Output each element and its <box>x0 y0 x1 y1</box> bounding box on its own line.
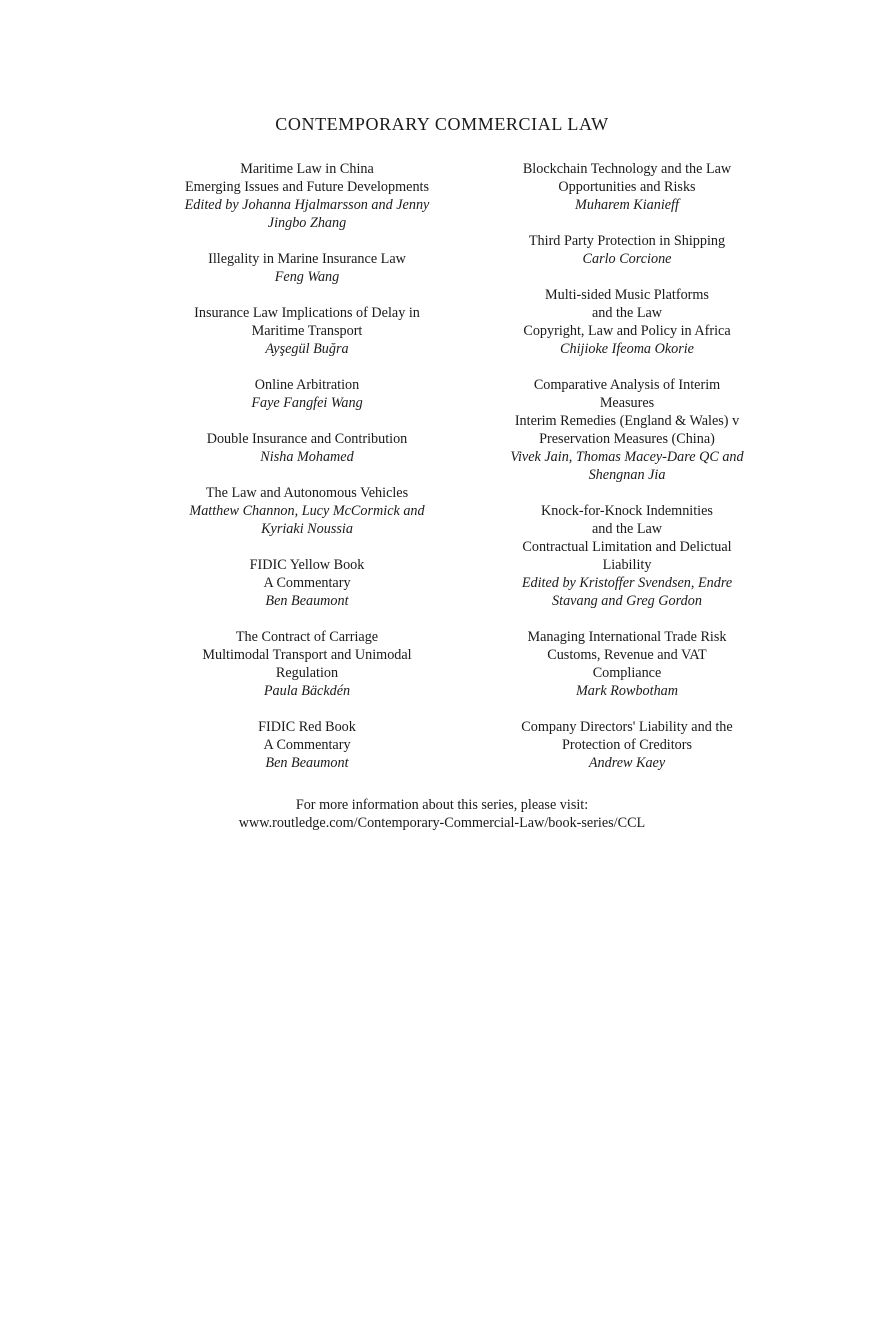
book-subtitle: Multimodal Transport and Unimodal <box>202 647 412 663</box>
book-title: Maritime Law in China <box>240 161 374 177</box>
book-subtitle: and the Law <box>591 305 663 321</box>
book-author: Ayşegül Buğra <box>265 341 349 357</box>
book-subtitle: A Commentary <box>263 575 351 591</box>
book-subtitle: Measures <box>599 395 655 411</box>
book-entry <box>477 286 777 358</box>
book-title: Multi-sided Music Platforms <box>545 287 709 303</box>
book-subtitle: Liability <box>602 557 652 573</box>
book-title: Double Insurance and Contribution <box>206 431 408 447</box>
book-author: Faye Fangfei Wang <box>251 395 363 411</box>
book-title: Third Party Protection in Shipping <box>528 233 726 249</box>
book-author: Nisha Mohamed <box>260 449 354 465</box>
book-title: Blockchain Technology and the Law <box>522 161 732 177</box>
book-subtitle: Maritime Transport <box>251 323 363 339</box>
book-subtitle: Customs, Revenue and VAT <box>547 647 707 663</box>
book-author: Andrew Kaey <box>588 755 666 771</box>
book-author: Shengnan Jia <box>588 467 666 483</box>
book-author: Muharem Kianieff <box>575 197 679 213</box>
book-title: Illegality in Marine Insurance Law <box>208 251 406 267</box>
book-subtitle: and the Law <box>591 521 663 537</box>
book-entry <box>477 718 777 772</box>
book-author: Jingbo Zhang <box>267 215 347 231</box>
book-author: Edited by Kristoffer Svendsen, Endre <box>521 575 733 591</box>
book-subtitle: Protection of Creditors <box>561 737 693 753</box>
book-entry <box>477 160 777 214</box>
book-subtitle: A Commentary <box>263 737 351 753</box>
book-subtitle: Interim Remedies (England & Wales) v <box>514 413 740 429</box>
book-entry <box>477 232 777 268</box>
right-column <box>477 160 777 790</box>
book-author: Carlo Corcione <box>582 251 672 267</box>
book-author: Edited by Johanna Hjalmarsson and Jenny <box>184 197 430 213</box>
book-entry <box>157 376 457 412</box>
book-entry <box>157 160 457 232</box>
book-entry <box>157 304 457 358</box>
book-author: Kyriaki Noussia <box>261 521 353 537</box>
left-column <box>157 160 457 790</box>
book-title: Comparative Analysis of Interim <box>533 377 721 393</box>
book-entry <box>157 718 457 772</box>
book-subtitle: Regulation <box>275 665 339 681</box>
book-subtitle: Emerging Issues and Future Developments <box>184 179 430 195</box>
book-subtitle: Opportunities and Risks <box>558 179 696 195</box>
book-author: Ben Beaumont <box>265 755 349 771</box>
book-entry <box>157 628 457 700</box>
book-entry <box>157 484 457 538</box>
series-footer <box>0 796 884 832</box>
book-entry <box>477 502 777 610</box>
book-title: FIDIC Yellow Book <box>249 557 365 573</box>
book-author: Ben Beaumont <box>265 593 349 609</box>
series-url: www.routledge.com/Contemporary-Commercial-Law/book-series/CCL <box>238 815 646 831</box>
book-entry <box>157 556 457 610</box>
book-author: Matthew Channon, Lucy McCormick and <box>189 503 425 519</box>
book-author: Feng Wang <box>274 269 340 285</box>
book-author: Vivek Jain, Thomas Macey-Dare QC and <box>510 449 744 465</box>
book-title: FIDIC Red Book <box>258 719 356 735</box>
book-subtitle: Compliance <box>592 665 662 681</box>
book-title: Managing International Trade Risk <box>527 629 727 645</box>
book-title: The Contract of Carriage <box>235 629 379 645</box>
book-entry <box>477 628 777 700</box>
book-subtitle: Copyright, Law and Policy in Africa <box>523 323 731 339</box>
book-author: Stavang and Greg Gordon <box>552 593 702 609</box>
book-subtitle: Contractual Limitation and Delictual <box>522 539 732 555</box>
book-title: Insurance Law Implications of Delay in <box>194 305 420 321</box>
book-author: Paula Bäckdén <box>263 683 351 699</box>
book-entry <box>157 250 457 286</box>
series-title: CONTEMPORARY COMMERCIAL LAW <box>275 114 609 134</box>
book-title: Online Arbitration <box>254 377 360 393</box>
book-author: Mark Rowbotham <box>575 683 679 699</box>
footer-text: For more information about this series, please visit: <box>295 797 589 813</box>
book-entry <box>157 430 457 466</box>
book-title: The Law and Autonomous Vehicles <box>205 485 409 501</box>
book-title: Company Directors' Liability and the <box>521 719 733 735</box>
book-title: Knock-for-Knock Indemnities <box>541 503 713 519</box>
book-subtitle: Preservation Measures (China) <box>539 431 715 447</box>
book-author: Chijioke Ifeoma Okorie <box>560 341 694 357</box>
book-entry <box>477 376 777 484</box>
